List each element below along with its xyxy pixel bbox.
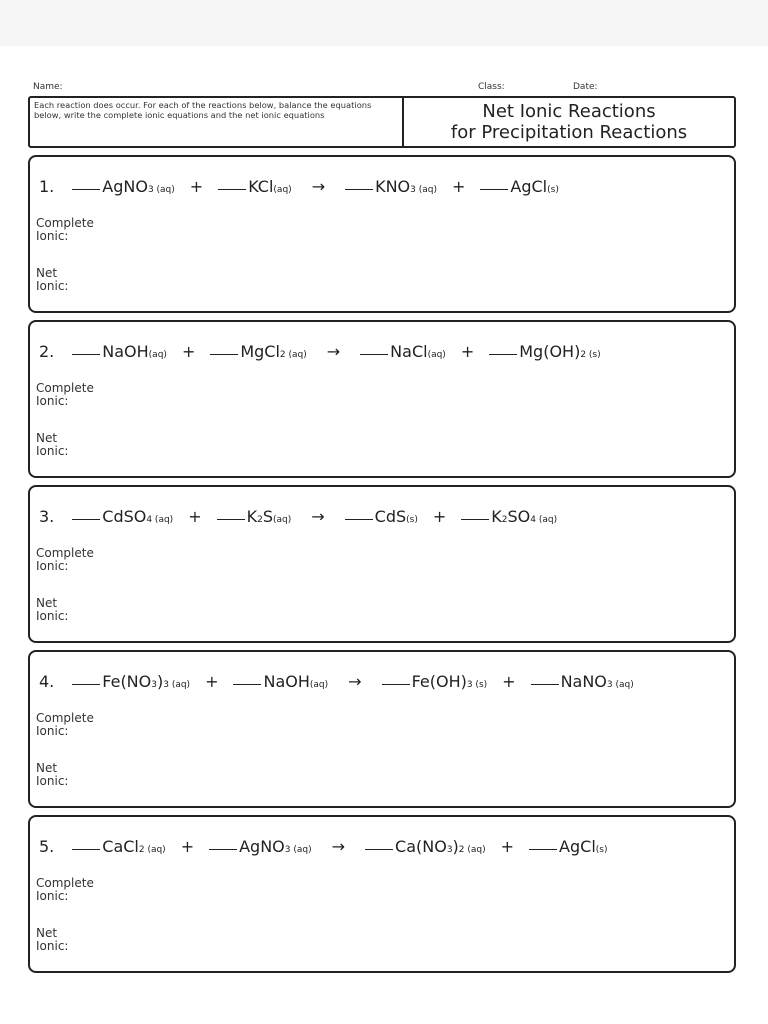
- complete-label-line-1: Complete: [36, 711, 94, 725]
- reaction-4: [28, 650, 736, 808]
- formula-subscript: 4 (aq): [146, 515, 174, 525]
- complete-ionic-label: [36, 877, 94, 903]
- equation: [39, 342, 601, 361]
- net-label-line-1: Net: [36, 761, 58, 775]
- formula: Fe(OH): [411, 672, 467, 691]
- formula: NaOH: [102, 342, 149, 361]
- reaction-2: [28, 320, 736, 478]
- title-line-1: Net Ionic Reactions: [482, 101, 656, 122]
- formula-subscript: (s): [595, 845, 608, 855]
- formula: KNO: [375, 177, 411, 196]
- plus-sign: +: [460, 342, 475, 361]
- complete-label-line-1: Complete: [36, 381, 94, 395]
- complete-label-line-2: Ionic:: [36, 559, 69, 573]
- coefficient-blank[interactable]: [72, 189, 100, 190]
- reaction-arrow: →: [311, 507, 325, 526]
- formula-subscript: 2 (aq): [138, 845, 166, 855]
- net-ionic-label: [36, 927, 68, 953]
- formula: AgNO: [239, 837, 285, 856]
- net-ionic-label: [36, 432, 68, 458]
- formula: Ca(NO: [395, 837, 447, 856]
- formula: KCl: [248, 177, 274, 196]
- complete-ionic-label: [36, 547, 94, 573]
- formula-subscript: (s): [406, 515, 418, 525]
- net-label-line-2: Ionic:: [36, 609, 69, 623]
- equation: [39, 177, 559, 196]
- complete-label-line-2: Ionic:: [36, 229, 69, 243]
- formula: CdS: [374, 507, 407, 526]
- reaction-3: [28, 485, 736, 643]
- worksheet-title: [404, 98, 734, 146]
- plus-sign: +: [188, 507, 202, 526]
- formula-subscript: 2: [257, 515, 263, 525]
- formula-subscript: 3: [446, 845, 453, 855]
- reaction-number: 4.: [39, 672, 55, 691]
- formula: AgCl: [510, 177, 548, 196]
- coefficient-blank[interactable]: [365, 849, 393, 850]
- formula: MgCl: [240, 342, 280, 361]
- reaction-arrow: →: [348, 672, 362, 691]
- formula-subscript: (s): [547, 185, 559, 195]
- coefficient-blank[interactable]: [345, 189, 373, 190]
- title-line-2: for Precipitation Reactions: [450, 122, 688, 143]
- formula: NaCl: [390, 342, 428, 361]
- date-label: Date:: [573, 82, 598, 92]
- plus-sign: +: [181, 342, 196, 361]
- top-bar: [0, 0, 768, 46]
- reaction-number: 5.: [39, 837, 55, 856]
- reaction-arrow: →: [326, 342, 341, 361]
- coefficient-blank[interactable]: [382, 684, 410, 685]
- formula-subscript: (aq): [309, 680, 329, 690]
- coefficient-blank[interactable]: [461, 519, 489, 520]
- plus-sign: +: [502, 672, 516, 691]
- net-ionic-label: [36, 267, 68, 293]
- formula-subscript: 3 (s): [466, 680, 488, 690]
- formula: S: [262, 507, 273, 526]
- reaction-number: 1.: [39, 177, 55, 196]
- plus-sign: +: [189, 177, 204, 196]
- reaction-5: [28, 815, 736, 973]
- reaction-1: [28, 155, 736, 313]
- net-ionic-label: [36, 762, 68, 788]
- class-label: Class:: [478, 82, 505, 92]
- coefficient-blank[interactable]: [531, 684, 559, 685]
- formula-subscript: (aq): [272, 515, 292, 525]
- formula-subscript: 3 (aq): [606, 680, 634, 690]
- reaction-list: [28, 155, 736, 973]
- complete-label-line-1: Complete: [36, 216, 94, 230]
- coefficient-blank[interactable]: [489, 354, 517, 355]
- formula-subscript: 2 (aq): [458, 845, 486, 855]
- formula: Fe(NO: [102, 672, 152, 691]
- plus-sign: +: [500, 837, 515, 856]
- coefficient-blank[interactable]: [72, 684, 100, 685]
- formula-subscript: 3 (aq): [147, 185, 175, 195]
- complete-label-line-1: Complete: [36, 876, 94, 890]
- reaction-number: 3.: [39, 507, 55, 526]
- formula-subscript: (aq): [273, 185, 292, 195]
- net-label-line-1: Net: [36, 926, 58, 940]
- complete-label-line-1: Complete: [36, 546, 94, 560]
- complete-label-line-2: Ionic:: [36, 394, 69, 408]
- formula-subscript: 2 (s): [580, 350, 601, 360]
- formula: CaCl: [102, 837, 139, 856]
- coefficient-blank[interactable]: [210, 354, 238, 355]
- formula: NaNO: [560, 672, 607, 691]
- formula: CdSO: [102, 507, 147, 526]
- worksheet-header: [28, 96, 736, 148]
- coefficient-blank[interactable]: [218, 189, 246, 190]
- formula: AgCl: [559, 837, 596, 856]
- equation: [39, 507, 557, 526]
- net-label-line-1: Net: [36, 266, 58, 280]
- plus-sign: +: [205, 672, 219, 691]
- complete-label-line-2: Ionic:: [36, 724, 69, 738]
- instructions: Each reaction does occur. For each of the reactions below, balance the equations below, write the complete ionic equations and the net ionic equations: [30, 98, 404, 146]
- formula-subscript: 3: [151, 680, 157, 690]
- coefficient-blank[interactable]: [360, 354, 388, 355]
- plus-sign: +: [432, 507, 447, 526]
- formula-subscript: (aq): [427, 350, 446, 360]
- plus-sign: +: [452, 177, 466, 196]
- complete-ionic-label: [36, 712, 94, 738]
- name-label: Name:: [33, 82, 63, 92]
- net-label-line-2: Ionic:: [36, 774, 69, 788]
- net-label-line-2: Ionic:: [36, 444, 69, 458]
- complete-ionic-label: [36, 382, 94, 408]
- formula: K: [246, 507, 258, 526]
- coefficient-blank[interactable]: [345, 519, 373, 520]
- formula: ): [156, 672, 164, 691]
- formula-subscript: 2: [501, 515, 508, 525]
- coefficient-blank[interactable]: [233, 684, 261, 685]
- equation: [39, 837, 607, 856]
- coefficient-blank[interactable]: [480, 189, 508, 190]
- worksheet: [28, 80, 736, 973]
- formula-subscript: 2 (aq): [279, 350, 307, 360]
- reaction-number: 2.: [39, 342, 55, 361]
- formula: K: [491, 507, 502, 526]
- net-ionic-label: [36, 597, 68, 623]
- formula-subscript: 3 (aq): [410, 185, 437, 195]
- net-label-line-2: Ionic:: [36, 279, 69, 293]
- formula: ): [452, 837, 459, 856]
- net-label-line-1: Net: [36, 431, 58, 445]
- coefficient-blank[interactable]: [529, 849, 557, 850]
- reaction-arrow: →: [311, 177, 326, 196]
- formula: Mg(OH): [519, 342, 581, 361]
- coefficient-blank[interactable]: [72, 519, 100, 520]
- coefficient-blank[interactable]: [72, 354, 100, 355]
- formula: NaOH: [263, 672, 310, 691]
- complete-label-line-2: Ionic:: [36, 889, 69, 903]
- coefficient-blank[interactable]: [217, 519, 245, 520]
- formula: SO: [507, 507, 531, 526]
- formula: AgNO: [102, 177, 148, 196]
- complete-ionic-label: [36, 217, 94, 243]
- formula-subscript: 3 (aq): [284, 845, 312, 855]
- plus-sign: +: [180, 837, 195, 856]
- name-class-date-row: [28, 80, 736, 96]
- equation: [39, 672, 634, 691]
- reaction-arrow: →: [331, 837, 346, 856]
- coefficient-blank[interactable]: [209, 849, 237, 850]
- formula-subscript: (aq): [148, 350, 167, 360]
- net-label-line-1: Net: [36, 596, 58, 610]
- coefficient-blank[interactable]: [72, 849, 100, 850]
- formula-subscript: 3 (aq): [163, 680, 191, 690]
- net-label-line-2: Ionic:: [36, 939, 69, 953]
- formula-subscript: 4 (aq): [530, 515, 558, 525]
